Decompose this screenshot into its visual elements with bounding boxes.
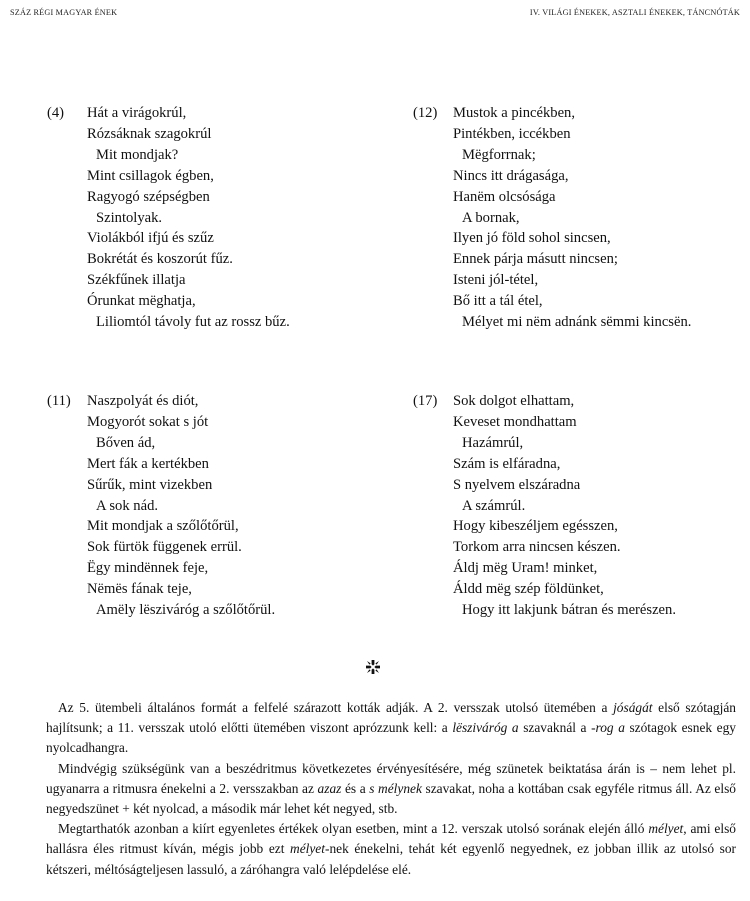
verse-line: S nyelvem elszáradna: [453, 476, 581, 493]
verse-line: Amëly lësziváróg a szőlőtőrül.: [96, 602, 276, 619]
text-run: szavaknál a: [518, 720, 592, 736]
text-run: szavakat, noha a kottában csak egyféle ritmus áll. Az első negyedszünet + két nyolcad, a második már lehet két negyed, stb.: [46, 780, 736, 817]
verse-line: Hogy itt lakjunk bátran és merészen.: [462, 602, 676, 619]
verse-line: Mint csillagok égben,: [87, 167, 214, 184]
commentary-paragraph: [46, 759, 736, 820]
stanza-number: (17): [413, 393, 438, 409]
verse-line: Sűrűk, mint vizekben: [87, 476, 213, 493]
verse-line: Mëgforrnak;: [462, 146, 536, 163]
italic-word: mélyet: [290, 841, 325, 857]
verse-line: Hogy kibeszéljem egésszen,: [453, 518, 618, 535]
verse-line: Liliomtól távoly fut az rossz bűz.: [96, 314, 290, 331]
text-run: Az 5. ütembeli általános formát a felfelé szárazott kották adják. A 2. versszak utolsó ütemében a: [58, 700, 614, 715]
verse-line: Sok dolgot elhattam,: [453, 393, 575, 409]
verse-line: Pintékben, iccékben: [453, 125, 571, 142]
stanza-lines: [453, 103, 691, 333]
verse-line: Bokrétát és koszorút fűz.: [87, 251, 233, 268]
verse-line: Nëmës fának teje,: [87, 581, 192, 598]
header-chapter-title: IV. VILÁGI ÉNEKEK, ASZTALI ÉNEKEK, TÁNCNÓTÁK: [529, 8, 740, 17]
verse-line: Bőven ád,: [96, 434, 156, 451]
verse-line: Mit mondjak a szőlőtőrül,: [87, 518, 239, 535]
verse-line: Ragyogó szépségben: [87, 188, 210, 205]
text-run: Mindvégig szükségünk van a beszédritmus következetes érvényesítésére, még szünetek beiktatása árán is – nem lehet pl. ugyanarra a ritmusra énekelni a 2. versszakban az: [46, 760, 736, 796]
verse-line: Mogyorót sokat s jót: [87, 413, 209, 430]
text-run: , ami első hallásra éles ritmust kíván, mégis jobb ezt: [46, 821, 736, 857]
header-book-title: SZÁZ RÉGI MAGYAR ÉNEK: [10, 8, 118, 17]
verse-line: Nincs itt drágasága,: [453, 167, 569, 184]
verse-line: Mustok a pincékben,: [453, 105, 575, 121]
verse-line: A bornak,: [462, 209, 520, 226]
verse-line: Mert fák a kertékben: [87, 455, 209, 472]
verse-line: Mélyet mi nëm adnánk sëmmi kincsën.: [462, 314, 692, 331]
text-run: Megtarthatók azonban a kiírt egyenletes értékek olyan esetben, mint a 12. verszak utolsó sorának elején álló: [58, 821, 649, 837]
verse-line: Szintolyak.: [96, 209, 163, 226]
decorative-cross-icon: [366, 660, 380, 674]
verse-line: Isteni jól-tétel,: [453, 272, 539, 289]
commentary-paragraph: [46, 698, 736, 759]
verse-line: Áldj mëg Uram! minket,: [453, 560, 598, 577]
text-run: és a: [341, 780, 370, 796]
verse-line: Keveset mondhattam: [453, 413, 577, 430]
verse-line: Hát a virágokrúl,: [87, 105, 187, 121]
verse-line: Naszpolyát és diót,: [87, 393, 199, 409]
text-run: -nek énekelni, tehát két egyenlő negyednek, ez jobban illik az utolsó sor kétszeri, méltóságteljesen lassuló, a záróhangra való lelépdelése elé.: [46, 841, 736, 877]
italic-word: mélyet: [648, 821, 684, 837]
stanza-number: (12): [413, 105, 438, 121]
verse-line: A számrúl.: [462, 497, 526, 514]
italic-word: -rog a: [591, 720, 625, 736]
verse-line: Mit mondjak?: [96, 146, 179, 163]
text-run: szótagok esnek egy nyolcadhangra.: [46, 720, 737, 756]
verse-line: Violákból ifjú és szűz: [87, 230, 214, 247]
verse-line: Ilyen jó föld sohol sincsen,: [453, 230, 611, 247]
stanza-number: (4): [47, 105, 65, 121]
verse-line: Rózsáknak szagokrúl: [87, 125, 212, 142]
italic-word: s mélynek: [369, 780, 422, 796]
commentary-paragraph: [46, 819, 736, 880]
verse-line: A sok nád.: [96, 497, 159, 514]
verse-line: Székfűnek illatja: [87, 272, 186, 289]
stanza-lines: [453, 391, 676, 621]
verse-line: Bő itt a tál étel,: [453, 293, 543, 310]
verse-line: Hazámrúl,: [462, 434, 524, 451]
commentary-text: [46, 698, 736, 880]
text-run: első szótagján hajlítsunk; a 11. versszak utoló előtti ütemében viszont aprózzunk kell: a: [46, 700, 736, 736]
stanza-number: (11): [47, 393, 71, 409]
verse-line: Órunkat mëghatja,: [87, 293, 196, 310]
verse-line: Ennek párja másutt nincsen;: [453, 251, 618, 268]
italic-word: azaz: [317, 780, 342, 796]
italic-word: lësziváróg a: [452, 720, 519, 736]
verse-line: Ëgy mindënnek feje,: [87, 560, 209, 577]
stanza-lines: [87, 391, 275, 621]
verse-line: Hanëm olcsósága: [453, 188, 556, 205]
verse-line: Sok fürtök függenek errül.: [87, 539, 242, 556]
verse-line: Torkom arra nincsen készen.: [453, 539, 621, 556]
verse-line: Szám is elfáradna,: [453, 455, 561, 472]
verse-line: Áldd mëg szép földünket,: [453, 581, 604, 598]
italic-word: jóságát: [613, 700, 653, 715]
stanza-lines: [87, 103, 290, 333]
